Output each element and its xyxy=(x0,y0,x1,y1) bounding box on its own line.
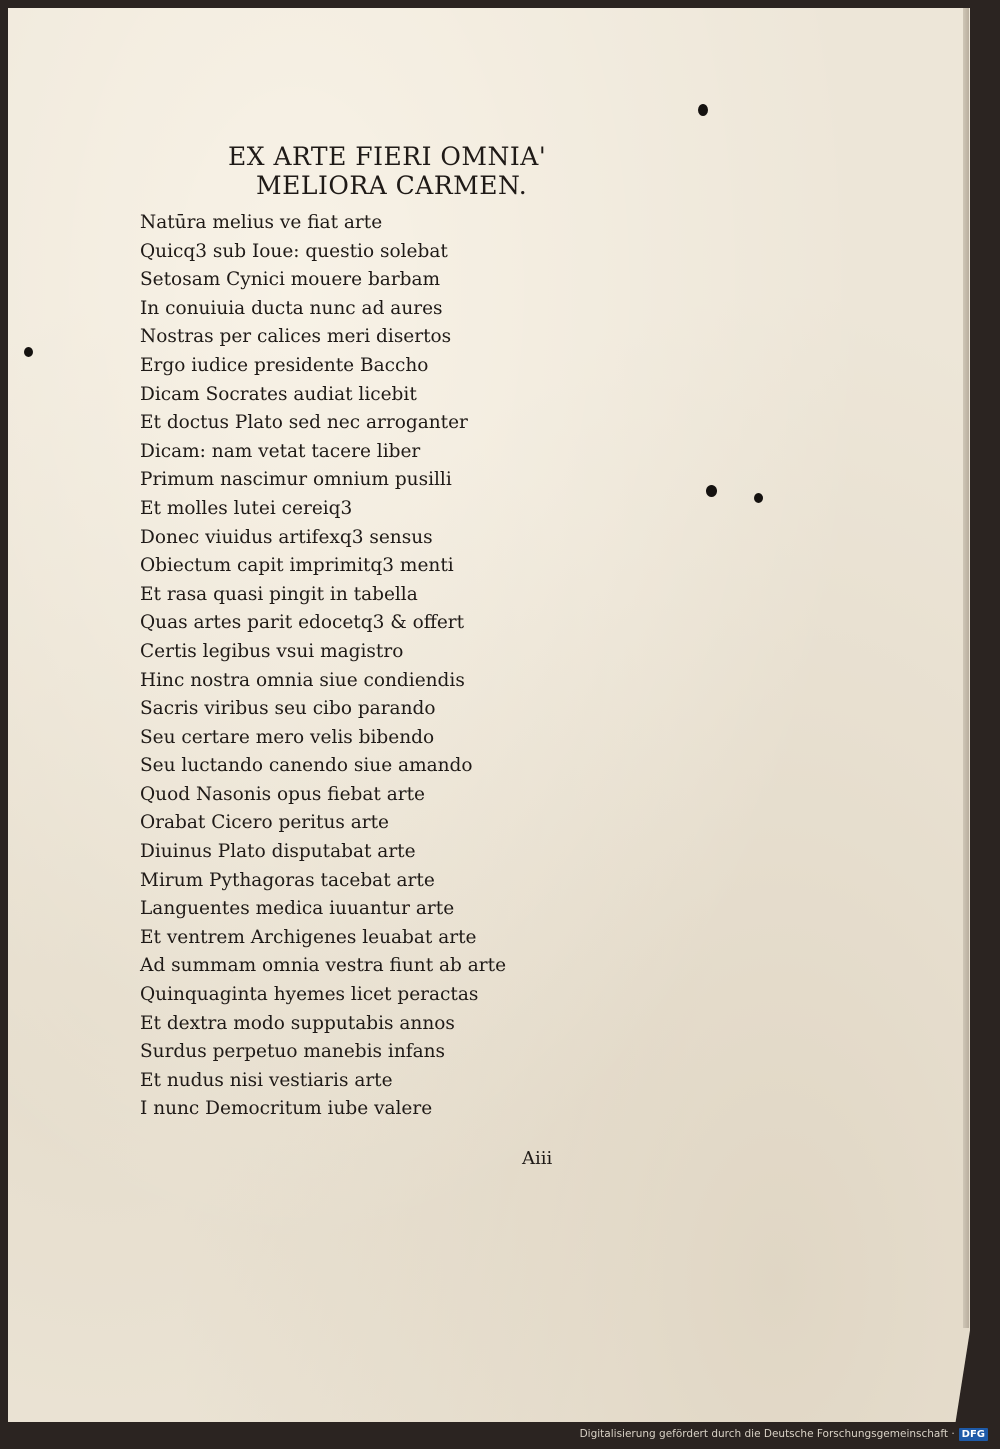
poem-line: Ad summam omnia vestra fiunt ab arte xyxy=(140,955,507,977)
poem-line: Et molles lutei cereiq3 xyxy=(140,497,353,519)
poem-line: Seu certare mero velis bibendo xyxy=(140,726,435,748)
poem-line: Primum nascimur omnium pusilli xyxy=(140,469,452,491)
poem-line: Natūra melius ve fiat arte xyxy=(140,212,383,233)
poem-line: Surdus perpetuo manebis infans xyxy=(140,1041,446,1063)
poem-line: Sacris viribus seu cibo parando xyxy=(140,698,436,720)
poem-line: Quod Nasonis opus fiebat arte xyxy=(140,783,425,805)
poem-line: Hinc nostra omnia siue condiendis xyxy=(140,669,465,691)
ink-dot xyxy=(24,347,33,357)
page-edge xyxy=(963,8,969,1328)
poem-line: Et nudus nisi vestiaris arte xyxy=(140,1069,393,1091)
ink-dot xyxy=(698,104,708,116)
poem-line: In conuiuia ducta nunc ad aures xyxy=(140,297,443,319)
poem-line: Dicam Socrates audiat licebit xyxy=(140,383,417,405)
poem-line: I nunc Democritum iube valere xyxy=(140,1098,433,1120)
poem-line: Et doctus Plato sed nec arroganter xyxy=(140,412,468,434)
title-line-2: MELIORA CARMEN. xyxy=(256,171,528,200)
poem-line: Obiectum capit imprimitq3 menti xyxy=(140,555,454,577)
poem-body xyxy=(140,209,560,1124)
ink-dot xyxy=(706,485,717,497)
footer-credit-text: Digitalisierung gefördert durch die Deutsche Forschungsgemeinschaft · xyxy=(579,1428,955,1440)
poem-line: Nostras per calices meri disertos xyxy=(140,326,452,348)
poem-line: Setosam Cynici mouere barbam xyxy=(140,269,441,291)
poem-line: Et dextra modo supputabis annos xyxy=(140,1012,455,1034)
poem-line: Certis legibus vsui magistro xyxy=(140,640,404,662)
footer-credit xyxy=(580,1423,988,1445)
poem-line: Mirum Pythagoras tacebat arte xyxy=(140,869,435,891)
poem-line: Et rasa quasi pingit in tabella xyxy=(140,583,418,605)
poem-title xyxy=(228,142,588,200)
poem-line: Donec viuidus artifexq3 sensus xyxy=(140,526,433,548)
poem-line: Quicq3 sub Ioue: questio solebat xyxy=(140,240,448,262)
poem-line: Quinquaginta hyemes licet peractas xyxy=(140,984,479,1006)
poem-line: Quas artes parit edocetq3 & offert xyxy=(140,612,465,634)
poem-line: Diuinus Plato disputabat arte xyxy=(140,841,416,863)
poem-line: Dicam: nam vetat tacere liber xyxy=(140,440,421,462)
ink-dot xyxy=(754,493,763,503)
poem-line: Ergo iudice presidente Baccho xyxy=(140,354,429,376)
dfg-logo-icon: DFG xyxy=(959,1428,988,1441)
signature-mark: Aiii xyxy=(522,1148,553,1169)
poem-line: Languentes medica iuuantur arte xyxy=(140,898,455,920)
title-line-1: EX ARTE FIERI OMNIA' xyxy=(228,142,547,171)
poem-line: Et ventrem Archigenes leuabat arte xyxy=(140,926,477,948)
poem-line: Seu luctando canendo siue amando xyxy=(140,755,473,777)
poem-line: Orabat Cicero peritus arte xyxy=(140,812,390,834)
